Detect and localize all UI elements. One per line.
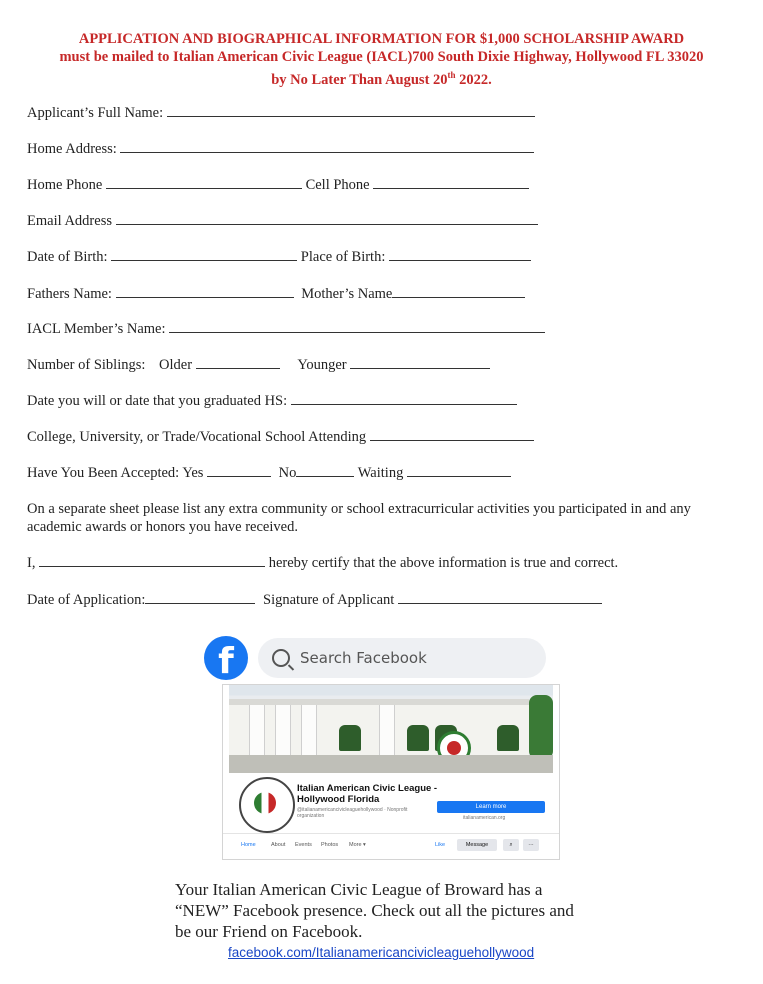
accepted-label: Have You Been Accepted: [27,465,180,481]
nav-events[interactable]: Events [295,842,312,848]
college-label: College, University, or Trade/Vocational School Attending [27,429,367,445]
home-address-label: Home Address: [27,141,117,157]
message-button[interactable]: Message [457,839,497,851]
father-label: Fathers Name: [27,286,112,302]
page-nav [223,833,559,856]
waiting-label: Waiting [357,465,404,481]
siblings-row [27,356,490,374]
signature-label: Signature of Applicant [263,592,395,608]
page-name: Italian American Civic League - Hollywood Florida [297,783,438,805]
nav-more[interactable]: More ▾ [349,842,366,848]
dob-field[interactable] [111,248,297,261]
no-field[interactable] [296,464,354,477]
facebook-promo-text: Your Italian American Civic League of Broward has a “NEW” Facebook presence. Check out all the pictures and be our Friend on Facebook. [175,880,574,941]
search-icon [272,649,290,667]
home-address-row [27,140,534,158]
nav-photos[interactable]: Photos [321,842,339,848]
certify-name-field[interactable] [39,554,265,567]
nav-home[interactable]: Home [241,842,256,848]
full-name-label: Applicant’s Full Name: [27,105,164,121]
cell-phone-field[interactable] [373,176,529,189]
waiting-field[interactable] [407,464,511,477]
profile-picture[interactable] [239,777,295,833]
facebook-search-bar[interactable] [258,638,546,678]
member-row [27,320,545,338]
birth-row [27,248,531,266]
home-phone-label: Home Phone [27,177,103,193]
hs-field[interactable] [291,392,517,405]
college-row [27,428,534,446]
search-placeholder: Search Facebook [300,649,427,667]
facebook-link[interactable]: facebook.com/Italianamericancivicleaguehollywood [228,945,535,960]
facebook-page-card [222,684,560,860]
home-address-field[interactable] [120,140,534,153]
building-image [229,699,529,759]
header-line-1: APPLICATION AND BIOGRAPHICAL INFORMATION FOR $1,000 SCHOLARSHIP AWARD [78,31,685,47]
accepted-row [27,464,511,482]
certify-i-label: I, [27,555,36,571]
cell-phone-label: Cell Phone [305,177,370,193]
mother-field[interactable] [392,285,525,298]
yes-label: Yes [182,465,204,481]
like-button[interactable]: Like [427,839,453,851]
pob-field[interactable] [389,248,531,261]
hs-label: Date you will or date that you graduated HS: [27,393,288,409]
facebook-screenshot [200,628,560,860]
mother-label: Mother’s Name [301,286,393,302]
email-row [27,212,538,230]
page-subtitle: @italianamericancivicleaguehollywood · Nonprofit organization [297,807,408,819]
nav-about[interactable]: About [271,842,286,848]
college-field[interactable] [370,428,534,441]
email-field[interactable] [116,212,538,225]
father-field[interactable] [116,285,294,298]
email-label: Email Address [27,213,112,229]
home-phone-field[interactable] [106,176,302,189]
cover-photo [229,685,553,773]
hs-row [27,392,517,410]
header-line-3: by No Later Than August 20th 2022. [271,70,492,88]
date-application-label: Date of Application: [27,592,146,608]
full-name-row [27,104,535,122]
signature-field[interactable] [398,591,602,604]
dob-label: Date of Birth: [27,249,108,265]
website-link[interactable]: italianamerican.org [463,815,506,821]
phone-row [27,176,529,194]
siblings-label: Number of Siblings: [27,357,146,373]
header-line-2: must be mailed to Italian American Civic League (IACL)700 South Dixie Highway, Hollywood FL 33020 [59,49,704,65]
more-options-icon[interactable]: ··· [523,839,539,851]
signature-row [27,591,602,609]
yes-field[interactable] [207,464,271,477]
older-field[interactable] [196,356,280,369]
older-label: Older [159,357,193,373]
full-name-field[interactable] [167,104,535,117]
activities-note: On a separate sheet please list any extra community or school extracurricular activities you participated in and any academic awards or honors you have received. [27,501,691,535]
facebook-logo-icon: f [204,636,248,680]
younger-label: Younger [297,357,347,373]
form-header [0,30,763,89]
member-label: IACL Member’s Name: [27,321,166,337]
learn-more-button[interactable]: Learn more [437,801,545,813]
younger-field[interactable] [350,356,490,369]
pob-label: Place of Birth: [300,249,386,265]
search-page-icon[interactable]: ⌕ [503,839,519,851]
member-field[interactable] [169,320,545,333]
certify-text: hereby certify that the above information is true and correct. [268,555,619,571]
parents-row [27,285,525,303]
certify-row [27,554,618,572]
no-label: No [278,465,297,481]
date-application-field[interactable] [145,591,255,604]
